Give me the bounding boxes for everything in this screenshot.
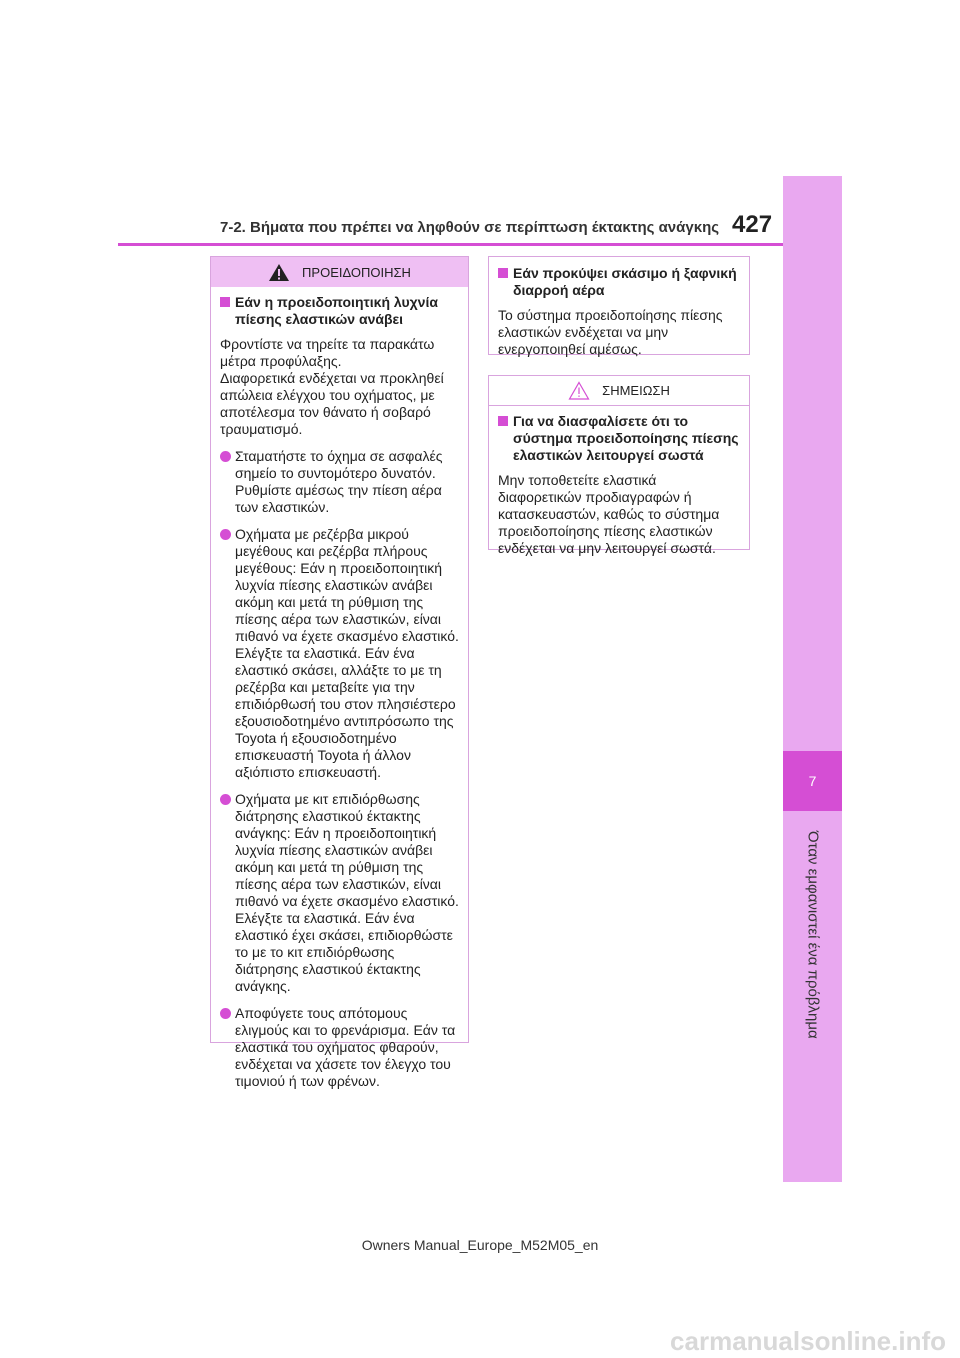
warning-box: [210, 256, 469, 1089]
section-title: 7-2. Βήματα που πρέπει να ληφθούν σε περίπτωση έκτακτης ανάγκης: [220, 219, 720, 236]
notice-text: Μην τοποθετείτε ελαστικά διαφορετικών προδιαγραφών ή κατασκευαστών, καθώς το σύστημα προειδοποίησης πίεσης ελαστικών ενδέχεται να μην λειτουργεί σωστά.: [498, 472, 720, 556]
page-number: 427: [732, 211, 773, 238]
notice-box: [488, 375, 750, 556]
header-rule: [118, 243, 783, 246]
round-bullet-icon: [220, 529, 231, 540]
square-bullet-icon: [498, 416, 508, 426]
warning-title: ΠΡΟΕΙΔΟΠΟΙΗΣΗ: [302, 264, 411, 280]
notice-header: [489, 376, 749, 406]
round-bullet-icon: [220, 451, 231, 462]
air-leak-box: [488, 256, 750, 355]
square-bullet-icon: [220, 297, 230, 307]
square-bullet-icon: [498, 268, 508, 278]
warning-bullet-item: Σταματήστε το όχημα σε ασφαλές σημείο το συντομότερο δυνατόν. Ρυθμίστε αμέσως την πίεση αέρα των ελαστικών.: [220, 448, 459, 516]
warning-bullet-item: Οχήματα με κιτ επιδιόρθωσης διάτρησης ελαστικού έκτακτης ανάγκης: Εάν η προειδοποιητική λυχνία πίεσης ελαστικών ανάβει ακόμη και μετά τη ρύθμιση της πίεσης αέρα των ελαστικών, είναι πιθανό να έχετε σκασμένο ελαστικό. Ελέγξτε τα ελαστικά. Εάν ένα ελαστικό έχει σκάσει, επιδιορθώστε το με το κιτ επιδιόρθωσης διάτρησης ελαστικού έκτακτης ανάγκης.: [220, 791, 459, 995]
watermark: carmanualsonline.info: [670, 1326, 946, 1356]
round-bullet-icon: [220, 1008, 231, 1019]
notice-triangle-icon: [568, 381, 590, 400]
chapter-title-vertical: [798, 831, 828, 1161]
air-leak-text: Το σύστημα προειδοποίησης πίεσης ελαστικών ενδέχεται να μην ενεργοποιηθεί αμέσως.: [498, 307, 723, 357]
notice-subheading: Για να διασφαλίσετε ότι το σύστημα προειδοποίησης πίεσης ελαστικών λειτουργεί σωστά: [498, 413, 740, 464]
warning-header: [211, 257, 468, 287]
air-leak-subheading: Εάν προκύψει σκάσιμο ή ξαφνική διαρροή αέρα: [498, 265, 740, 299]
chapter-side-tab: [783, 176, 842, 1182]
warning-bullet-item: Οχήματα με ρεζέρβα μικρού μεγέθους και ρεζέρβα πλήρους μεγέθους: Εάν η προειδοποιητική λυχνία πίεσης ελαστικών ανάβει ακόμη και μετά τη ρύθμιση της πίεσης αέρα των ελαστικών, είναι πιθανό να έχετε σκασμένο ελαστικό. Ελέγξτε τα ελαστικά. Εάν ένα ελαστικό σκάσει, αλλάξτε το με τη ρεζέρβα και μεταβείτε για την επιδιόρθωσή του στον πλησιέστερο εξουσιοδοτημένο αντιπρόσωπο της Toyota ή εξουσιοδοτημένο επισκευαστή Toyota ή άλλον αξιόπιστο επισκευαστή.: [220, 526, 459, 781]
warning-bullet-item: Αποφύγετε τους απότομους ελιγμούς και το φρενάρισμα. Εάν τα ελαστικά του οχήματος φθαρούν, ενδέχεται να χάσετε τον έλεγχο του τιμονιού ή των φρένων.: [220, 1005, 459, 1090]
chapter-title: Όταν εμφανιστεί ένα πρόβλημα: [804, 831, 822, 1039]
notice-title: ΣΗΜΕΙΩΣΗ: [602, 383, 670, 398]
warning-intro: Φροντίστε να τηρείτε τα παρακάτω μέτρα προφύλαξης. Διαφορετικά ενδέχεται να προκληθεί απώλεια ελέγχου του οχήματος, με αποτέλεσμα τον θάνατο ή σοβαρό τραυματισμό.: [220, 336, 444, 437]
round-bullet-icon: [220, 794, 231, 805]
warning-triangle-icon: [268, 263, 290, 282]
chapter-number: 7: [783, 751, 842, 811]
footer-text: Owners Manual_Europe_M52M05_en: [361, 1237, 599, 1253]
warning-subheading: Εάν η προειδοποιητική λυχνία πίεσης ελαστικών ανάβει: [220, 294, 459, 328]
